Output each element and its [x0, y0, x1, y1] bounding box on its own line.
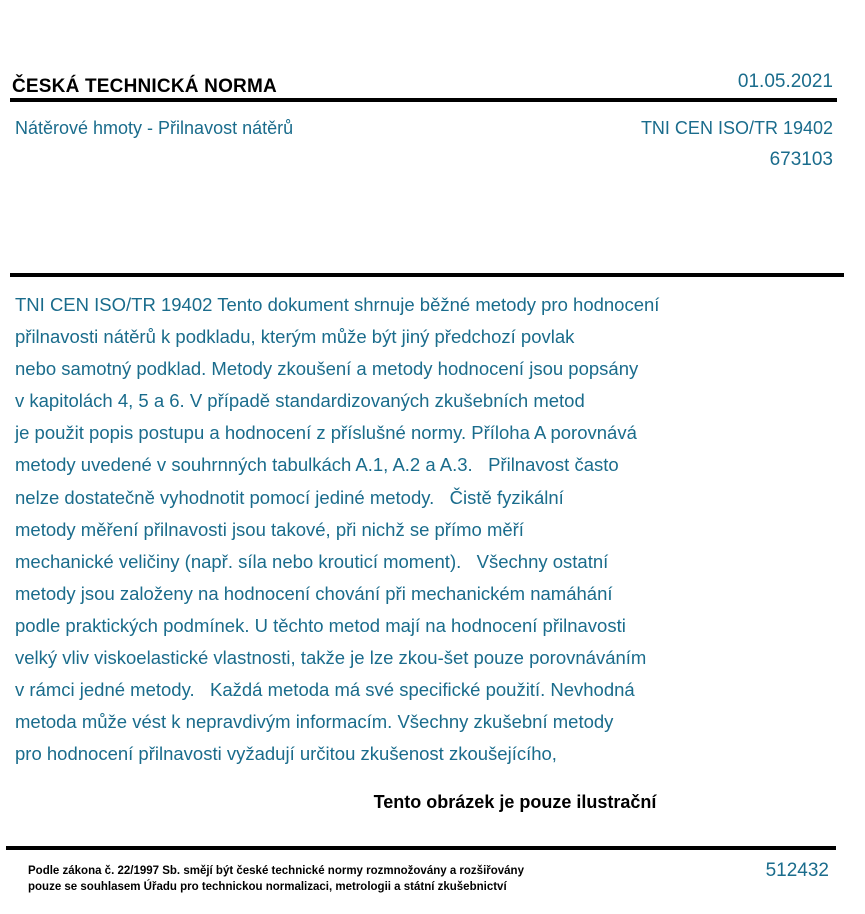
abstract-line: je použit popis postupu a hodnocení z příslušné normy. Příloha A porovnává	[15, 422, 637, 444]
abstract-line: metody uvedené v souhrnných tabulkách A.1, A.2 a A.3. Přilnavost často	[15, 454, 619, 476]
abstract-line: nelze dostatečně vyhodnotit pomocí jediné metody. Čistě fyzikální	[15, 486, 564, 508]
publication-date: 01.05.2021	[737, 71, 833, 92]
abstract-line: mechanické veličiny (např. síla nebo krouticí moment). Všechny ostatní	[15, 550, 609, 572]
norm-header-title: ČESKÁ TECHNICKÁ NORMA	[12, 76, 277, 97]
classification-number: 673103	[769, 149, 833, 170]
abstract-line: TNI CEN ISO/TR 19402 Tento dokument shrnuje běžné metody pro hodnocení	[15, 294, 660, 315]
document-number: 512432	[765, 860, 829, 881]
copyright-note-line: pouze se souhlasem Úřadu pro technickou normalizaci, metrologii a státní zkušebnictví	[28, 881, 507, 893]
abstract-line: podle praktických podmínek. U těchto metod mají na hodnocení přilnavosti	[15, 614, 626, 636]
abstract-line: pro hodnocení přilnavosti vyžadují určitou zkušenost zkoušejícího,	[15, 743, 557, 765]
abstract-line: v kapitolách 4, 5 a 6. V případě standardizovaných zkušebních metod	[15, 390, 585, 412]
abstract-line: velký vliv viskoelastické vlastnosti, takže je lze zkou-šet pouze porovnáváním	[15, 647, 647, 669]
section-rule	[10, 273, 844, 277]
abstract-line: v rámci jedné metody. Každá metoda má své specifické použití. Nevhodná	[15, 679, 635, 701]
abstract-line: nebo samotný podklad. Metody zkoušení a metody hodnocení jsou popsány	[15, 358, 639, 380]
copyright-note	[28, 863, 524, 895]
document-abstract	[15, 289, 815, 770]
abstract-line: přilnavosti nátěrů k podkladu, kterým může být jiný předchozí povlak	[15, 326, 575, 348]
abstract-line: metody měření přilnavosti jsou takové, při nichž se přímo měří	[15, 518, 524, 540]
header-rule	[10, 98, 837, 102]
abstract-line: metoda může vést k nepravdivým informacím. Všechny zkušební metody	[15, 711, 614, 733]
footer-rule	[6, 846, 836, 850]
document-code: TNI CEN ISO/TR 19402	[640, 118, 833, 138]
copyright-note-line: Podle zákona č. 22/1997 Sb. smějí být české technické normy rozmnožovány a rozšiřovány	[28, 865, 524, 877]
document-title: Nátěrové hmoty - Přilnavost nátěrů	[15, 118, 294, 138]
illustration-note: Tento obrázek je pouze ilustrační	[373, 792, 657, 812]
abstract-line: metody jsou založeny na hodnocení chování při mechanickém namáhání	[15, 582, 613, 604]
